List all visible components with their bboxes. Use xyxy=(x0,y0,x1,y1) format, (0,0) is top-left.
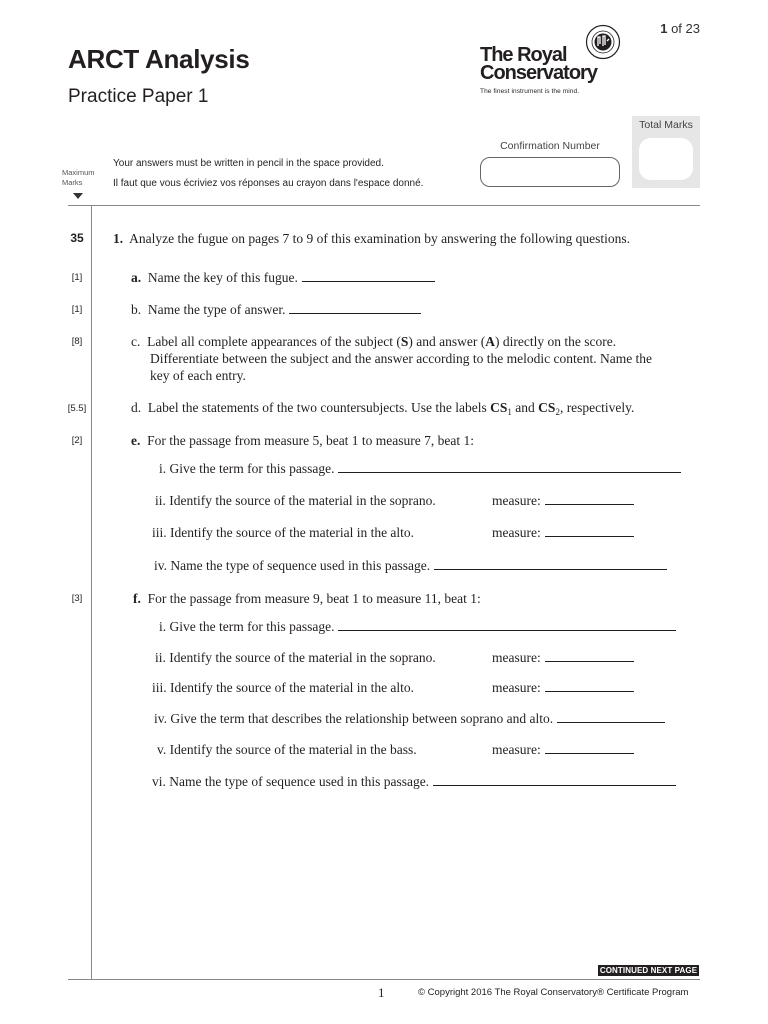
item-text: Name the type of sequence used in this passage. xyxy=(169,774,430,789)
part-a-marks: [1] xyxy=(71,272,83,283)
top-rule xyxy=(68,205,700,206)
countersubject-sub: 1 xyxy=(507,407,512,417)
part-d-label: d. xyxy=(131,400,142,415)
part-b-marks: [1] xyxy=(71,304,83,315)
part-f-item xyxy=(157,741,417,758)
item-text: Give the term that describes the relationship between soprano and alto. xyxy=(170,711,554,726)
part-f-item xyxy=(152,679,414,696)
measure-label: measure: xyxy=(492,650,541,665)
logo-line-2: Conservatory xyxy=(480,62,597,84)
logo-tagline: The finest instrument is the mind. xyxy=(480,88,580,95)
part-f xyxy=(133,590,481,607)
countersubject-label: CS xyxy=(490,400,508,415)
question-marks: 35 xyxy=(70,231,84,245)
confirmation-number-field[interactable] xyxy=(480,157,620,187)
copyright-notice: © Copyright 2016 The Royal Conservatory® Certificate Program xyxy=(418,987,689,998)
item-label: ii. xyxy=(155,493,166,508)
page-current: 1 xyxy=(660,21,668,36)
item-label: v. xyxy=(157,742,167,757)
measure-field xyxy=(492,649,634,666)
part-c-text: ) directly on the score. xyxy=(495,334,617,349)
part-f-item xyxy=(152,773,676,790)
part-c-line-2: Differentiate between the subject and the answer according to the melodic content. Name the xyxy=(150,351,653,366)
instruction-french: Il faut que vous écriviez vos réponses au crayon dans l'espace donné. xyxy=(113,178,424,189)
part-c-line-3: key of each entry. xyxy=(150,368,246,383)
measure-field xyxy=(492,741,634,758)
part-c-marks: [8] xyxy=(71,336,83,347)
part-e-item xyxy=(152,524,414,541)
part-d-marks: [5.5] xyxy=(67,403,87,414)
measure-label: measure: xyxy=(492,525,541,540)
part-e-marks: [2] xyxy=(71,435,83,446)
measure-line[interactable] xyxy=(545,650,634,662)
item-label: i. xyxy=(159,619,167,634)
item-label: iii. xyxy=(152,525,167,540)
item-text: Identify the source of the material in the soprano. xyxy=(169,493,436,508)
part-f-text: For the passage from measure 9, beat 1 to measure 11, beat 1: xyxy=(147,591,481,606)
part-e-item xyxy=(155,492,436,509)
part-a xyxy=(131,269,435,286)
page-indicator xyxy=(660,21,700,36)
part-c xyxy=(131,333,616,350)
item-text: Identify the source of the material in the alto. xyxy=(170,525,415,540)
part-f-item xyxy=(154,710,665,727)
part-d-text: , respectively. xyxy=(559,400,635,415)
measure-line[interactable] xyxy=(545,742,634,754)
part-b-label: b. xyxy=(131,302,142,317)
answer-line[interactable] xyxy=(338,461,681,473)
bottom-rule xyxy=(68,979,700,980)
measure-field xyxy=(492,679,634,696)
countersubject-sub: 2 xyxy=(555,407,560,417)
question-text: Analyze the fugue on pages 7 to 9 of this examination by answering the following questions. xyxy=(129,231,631,246)
part-e-item xyxy=(154,557,667,574)
instruction-english: Your answers must be written in pencil in the space provided. xyxy=(113,158,384,169)
page-total: of 23 xyxy=(671,21,700,36)
part-a-text: Name the key of this fugue. xyxy=(147,270,298,285)
item-label: vi. xyxy=(152,774,166,789)
measure-label: measure: xyxy=(492,493,541,508)
part-c-text: ) and answer ( xyxy=(408,334,486,349)
item-label: iv. xyxy=(154,558,167,573)
maximum-marks-label xyxy=(62,168,102,188)
part-e-label: e. xyxy=(131,433,141,448)
answer-line[interactable] xyxy=(338,619,676,631)
measure-line[interactable] xyxy=(545,525,634,537)
arrow-down-icon xyxy=(73,193,83,199)
item-text: Give the term for this passage. xyxy=(169,619,335,634)
part-d-text: Label the statements of the two countersubjects. Use the labels xyxy=(147,400,491,415)
total-marks-field[interactable] xyxy=(639,138,693,180)
answer-line[interactable] xyxy=(434,558,667,570)
part-f-label: f. xyxy=(133,591,141,606)
total-marks-label: Total Marks xyxy=(639,119,693,131)
part-c-text: Label all complete appearances of the subject ( xyxy=(147,334,401,349)
countersubject-label: CS xyxy=(538,400,556,415)
continued-next-page-badge: CONTINUED NEXT PAGE xyxy=(599,966,698,975)
part-d-text: and xyxy=(511,400,539,415)
item-label: iii. xyxy=(152,680,167,695)
part-a-label: a. xyxy=(131,270,142,285)
question-number: 1. xyxy=(113,231,124,246)
item-text: Give the term for this passage. xyxy=(169,461,335,476)
part-c-label: c. xyxy=(131,334,141,349)
item-text: Identify the source of the material in the alto. xyxy=(170,680,415,695)
answer-line[interactable] xyxy=(557,711,665,723)
part-e-text: For the passage from measure 5, beat 1 to measure 7, beat 1: xyxy=(147,433,475,448)
page-subtitle: Practice Paper 1 xyxy=(68,86,209,107)
measure-label: measure: xyxy=(492,680,541,695)
item-label: ii. xyxy=(155,650,166,665)
part-e xyxy=(131,432,474,449)
part-b xyxy=(131,301,421,318)
subject-abbrev: S xyxy=(400,334,409,349)
part-f-item xyxy=(159,618,676,635)
measure-field xyxy=(492,492,634,509)
footer-page-number: 1 xyxy=(378,985,385,1000)
item-text: Identify the source of the material in the bass. xyxy=(169,742,417,757)
item-label: i. xyxy=(159,461,167,476)
item-text: Identify the source of the material in the soprano. xyxy=(169,650,436,665)
part-b-text: Name the type of answer. xyxy=(147,302,286,317)
answer-abbrev: A xyxy=(485,334,495,349)
max-marks-line-2: Marks xyxy=(62,178,83,187)
measure-line[interactable] xyxy=(545,493,634,505)
measure-label: measure: xyxy=(492,742,541,757)
measure-line[interactable] xyxy=(545,680,634,692)
part-f-marks: [3] xyxy=(71,593,83,604)
confirmation-label: Confirmation Number xyxy=(500,140,600,152)
answer-line[interactable] xyxy=(433,774,676,786)
part-d xyxy=(131,399,634,421)
part-e-item xyxy=(159,460,681,477)
logo-line-1: The Royal xyxy=(480,44,567,66)
answer-line[interactable] xyxy=(289,302,421,314)
question-1 xyxy=(113,230,630,247)
page-title: ARCT Analysis xyxy=(68,44,250,74)
measure-field xyxy=(492,524,634,541)
part-f-item xyxy=(155,649,436,666)
item-text: Name the type of sequence used in this passage. xyxy=(170,558,431,573)
max-marks-line-1: Maximum xyxy=(62,168,95,177)
rcm-logo xyxy=(476,24,636,100)
answer-line[interactable] xyxy=(302,270,435,282)
conservatory-seal-icon xyxy=(585,24,621,60)
item-label: iv. xyxy=(154,711,167,726)
